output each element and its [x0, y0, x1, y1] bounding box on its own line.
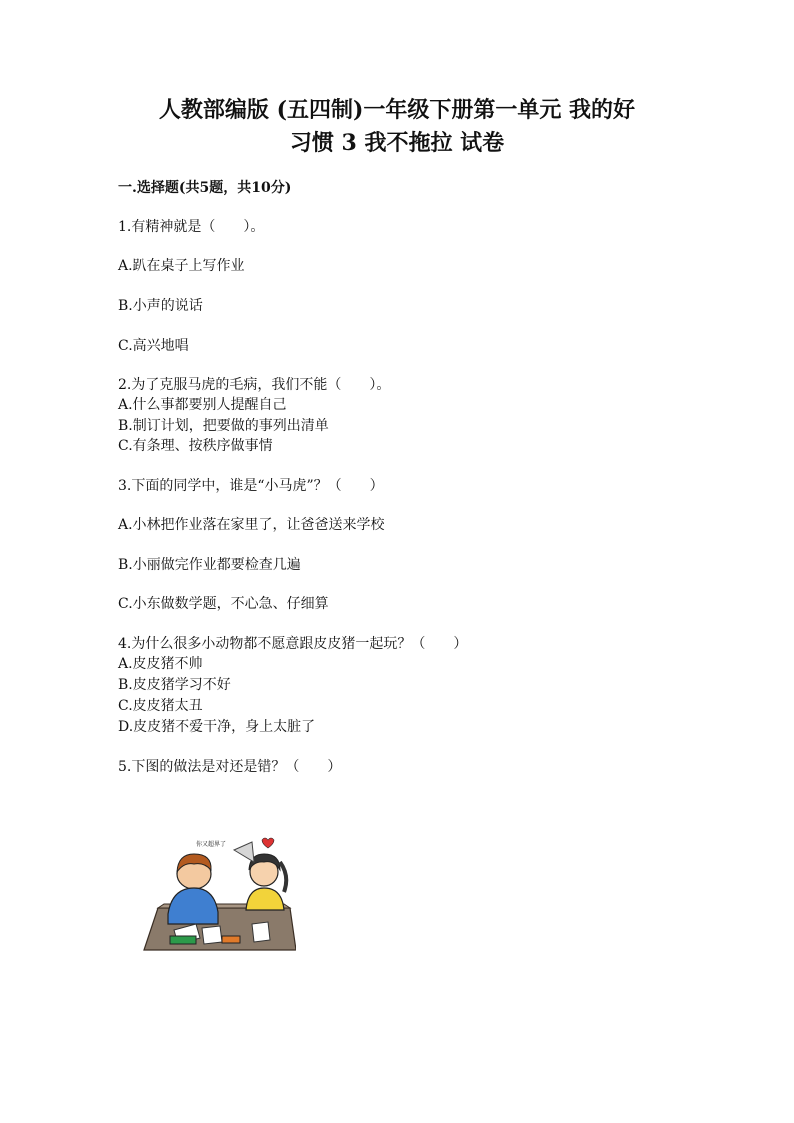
question-1-option-a: A.趴在桌子上写作业 [118, 258, 245, 274]
question-1-stem: 1.有精神就是（ ）。 [118, 219, 265, 235]
question-2-option-b: B.制订计划，把要做的事列出清单 [118, 418, 329, 434]
speech-text: 你又超界了 [196, 841, 227, 848]
question-4-option-b: B.皮皮猪学习不好 [118, 677, 231, 693]
question-5-illustration [134, 832, 296, 954]
question-4-option-c: C.皮皮猪太丑 [118, 698, 203, 714]
question-3-option-b: B.小丽做完作业都要检查几遍 [118, 557, 301, 573]
question-2-stem: 2.为了克服马虎的毛病，我们不能（ ）。 [118, 377, 391, 393]
title-line-2: 习惯 3 我不拖拉 试卷 [289, 130, 505, 156]
students-desk-illustration [134, 832, 296, 954]
question-3-stem: 3.下面的同学中，谁是“小马虎”？（ ） [118, 478, 384, 494]
question-4-stem: 4.为什么很多小动物都不愿意跟皮皮猪一起玩？（ ） [118, 636, 468, 652]
question-1-option-b: B.小声的说话 [118, 298, 203, 314]
question-3-option-c: C.小东做数学题，不心急、仔细算 [118, 596, 329, 612]
question-2-option-c: C.有条理、按秩序做事情 [118, 438, 273, 454]
question-4-option-a: A.皮皮猪不帅 [118, 656, 203, 672]
question-3-option-a: A.小林把作业落在家里了，让爸爸送来学校 [118, 517, 385, 533]
question-2-option-a: A.什么事都要别人提醒自己 [118, 397, 287, 413]
section-heading: 一.选择题(共5题，共10分) [118, 180, 292, 196]
question-4-option-d: D.皮皮猪不爱干净，身上太脏了 [118, 719, 316, 735]
question-5-stem: 5.下图的做法是对还是错？（ ） [118, 759, 342, 775]
title-line-1: 人教部编版 (五四制)一年级下册第一单元 我的好 [158, 97, 636, 123]
document-title [100, 94, 694, 160]
question-1-option-c: C.高兴地唱 [118, 338, 189, 354]
